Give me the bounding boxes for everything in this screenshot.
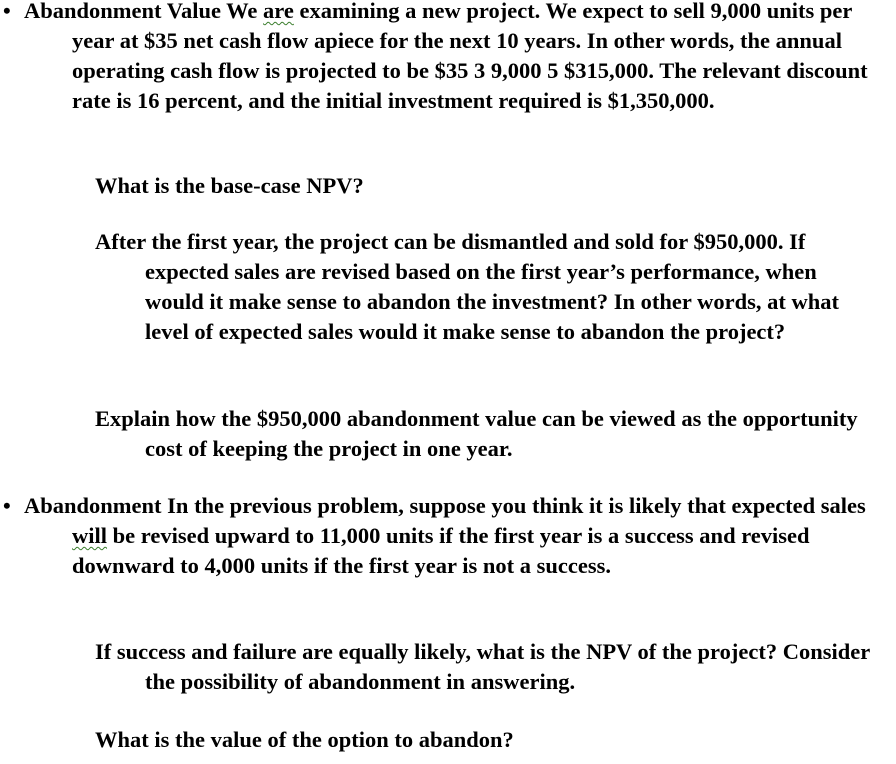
problem-2 bbox=[0, 491, 880, 581]
problem-1-heading: Abandonment Value bbox=[24, 0, 221, 23]
grammar-flagged-word[interactable]: will bbox=[72, 523, 108, 548]
problem-1-statement: Abandonment Value We are examining a new project. We expect to sell 9,000 units per year at $35 net cash flow apiece for the next 10 years. In other words, the annual operating cash flow is projected to be $35 3 9,000 5 $315,000. The relevant discount rate is 16 percent, and the initial investment required is $1,350,000. bbox=[24, 0, 868, 113]
problem-1 bbox=[0, 0, 880, 116]
grammar-flagged-word[interactable]: are bbox=[263, 0, 294, 23]
question-opportunity-cost: Explain how the $950,000 abandonment value can be viewed as the opportunity cost of keeping the project in one year. bbox=[95, 406, 858, 461]
question-base-case-npv: What is the base-case NPV? bbox=[95, 173, 364, 198]
question-npv-with-abandonment: If success and failure are equally likely, what is the NPV of the project? Consider the possibility of abandonment in answering. bbox=[95, 639, 870, 694]
problem-2-statement: Abandonment In the previous problem, suppose you think it is likely that expected sales will be revised upward to 11,000 units if the first year is a success and revised downward to 4,000 units if the first year is not a success. bbox=[24, 493, 866, 578]
question-option-value: What is the value of the option to abandon? bbox=[95, 727, 514, 752]
bullet-icon: • bbox=[3, 0, 11, 23]
bullet-icon: • bbox=[3, 493, 11, 518]
problem-2-heading: Abandonment bbox=[24, 493, 162, 518]
question-abandonment-sales-level: After the first year, the project can be dismantled and sold for $950,000. If expected sales are revised based on the first year’s performance, when would it make sense to abandon the investment? In other words, at what level of expected sales would it make sense to abandon the project? bbox=[95, 229, 840, 344]
